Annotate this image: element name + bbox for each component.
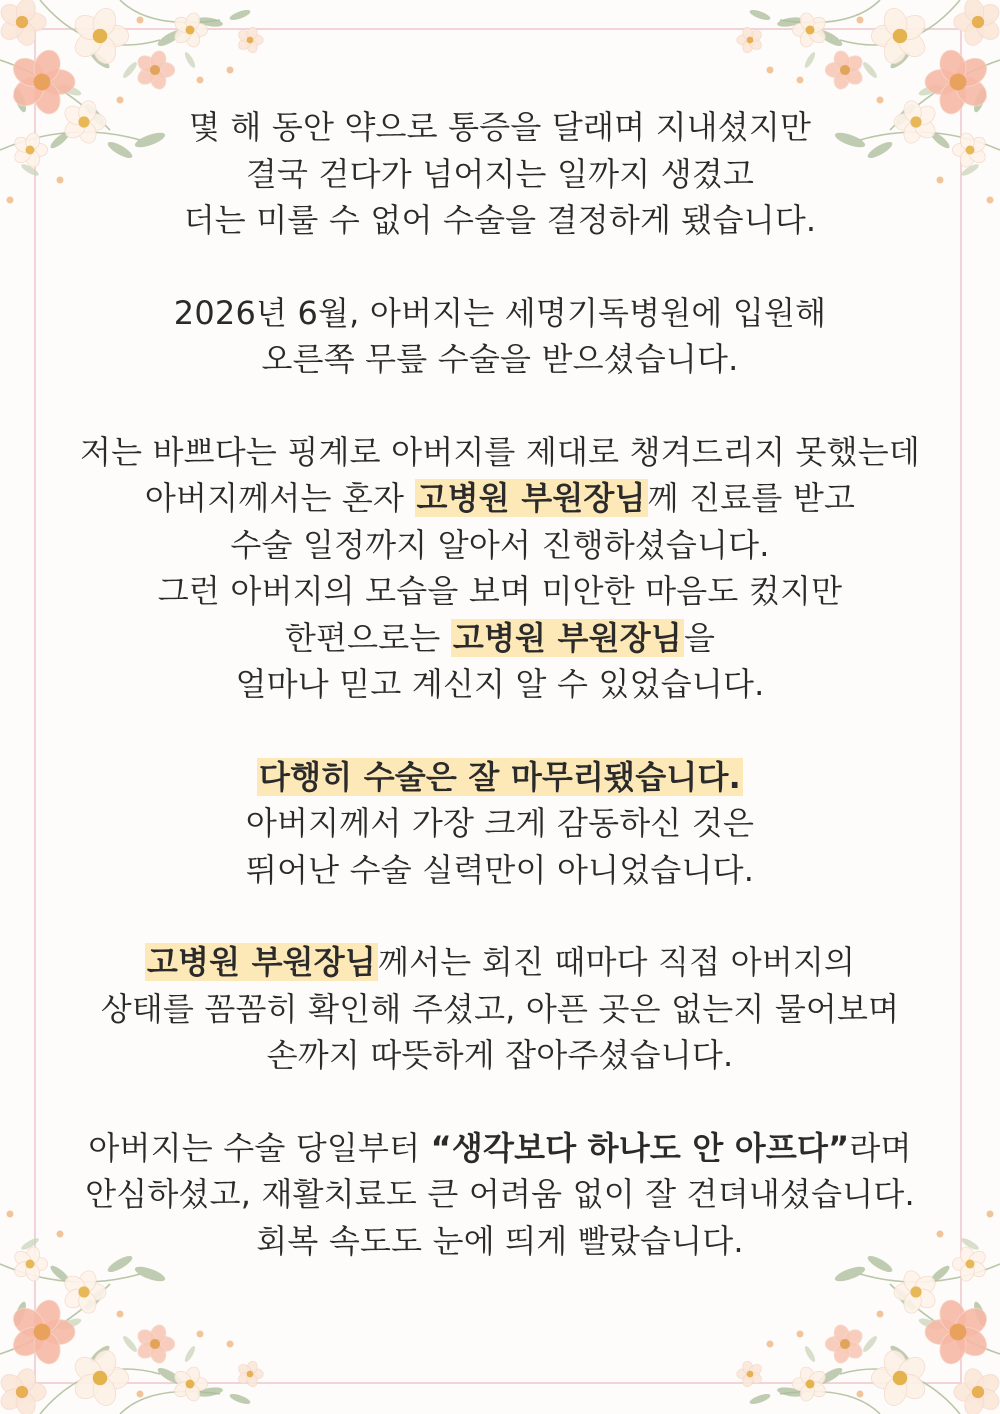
letter-line	[40, 475, 960, 522]
text-segment: 상태를 꼼꼼히 확인해 주셨고, 아픈 곳은 없는지 물어보며	[100, 989, 900, 1028]
text-segment: 께서는 회진 때마다 직접 아버지의	[378, 943, 856, 981]
highlighted-text: 고병원 부원장님	[452, 618, 682, 657]
text-segment: 아버지는 수술 당일부터	[88, 1128, 431, 1167]
letter-line	[40, 197, 960, 244]
letter-paragraph	[40, 754, 960, 894]
text-segment: 뛰어난 수술 실력만이 아니었습니다.	[245, 850, 755, 889]
highlighted-text: 다행히 수술은 잘 마무리됐습니다.	[259, 757, 741, 796]
letter-line	[40, 615, 960, 662]
bold-quote: “생각보다 하나도 안 아프다”	[430, 1128, 850, 1167]
letter-paragraph	[40, 104, 960, 244]
letter-line	[40, 104, 960, 151]
text-segment: 2026년 6월, 아버지는 세명기독병원에 입원해	[173, 293, 827, 332]
letter-paragraph	[40, 290, 960, 383]
text-segment: 수술 일정까지 알아서 진행하셨습니다.	[230, 525, 770, 564]
text-segment: 손까지 따뜻하게 잡아주셨습니다.	[266, 1036, 734, 1074]
text-segment: 그런 아버지의 모습을 보며 미안한 마음도 컸지만	[157, 572, 843, 610]
text-segment: 께 진료를 받고	[647, 479, 856, 517]
letter-line	[40, 151, 960, 198]
text-segment: 을	[683, 618, 716, 657]
letter-line	[40, 1032, 960, 1079]
letter-line	[40, 1171, 960, 1218]
letter-line	[40, 1218, 960, 1265]
letter-line	[40, 754, 960, 801]
text-segment: 얼마나 믿고 계신지 알 수 있었습니다.	[235, 665, 765, 703]
highlighted-text: 고병원 부원장님	[146, 943, 377, 981]
text-segment: 결국 걷다가 넘어지는 일까지 생겼고	[245, 154, 755, 193]
letter-line	[40, 800, 960, 847]
letter-line	[40, 986, 960, 1033]
text-segment: 아버지께서 가장 크게 감동하신 것은	[245, 804, 755, 842]
text-segment: 안심하셨고, 재활치료도 큰 어려움 없이 잘 견뎌내셨습니다.	[85, 1175, 915, 1213]
text-segment: 아버지께서는 혼자	[144, 479, 415, 517]
letter-line	[40, 336, 960, 383]
letter-line	[40, 568, 960, 615]
text-segment: 한편으로는	[284, 618, 451, 657]
text-segment: 라며	[849, 1128, 912, 1167]
highlighted-text: 고병원 부원장님	[416, 479, 646, 517]
text-segment: 몇 해 동안 약으로 통증을 달래며 지내셨지만	[188, 108, 812, 146]
letter-line	[40, 290, 960, 337]
letter-line	[40, 429, 960, 476]
text-segment: 회복 속도도 눈에 띄게 빨랐습니다.	[256, 1221, 744, 1260]
letter-paragraph	[40, 1125, 960, 1265]
letter-body	[40, 104, 960, 1310]
letter-line	[40, 1125, 960, 1172]
letter-line	[40, 939, 960, 986]
text-segment: 오른쪽 무릎 수술을 받으셨습니다.	[261, 340, 739, 378]
text-segment: 더는 미룰 수 없어 수술을 결정하게 됐습니다.	[183, 201, 817, 239]
letter-line	[40, 661, 960, 708]
text-segment: 저는 바쁘다는 핑계로 아버지를 제대로 챙겨드리지 못했는데	[79, 432, 921, 471]
letter-line	[40, 522, 960, 569]
letter-paragraph	[40, 939, 960, 1079]
letter-line	[40, 847, 960, 894]
letter-paragraph	[40, 429, 960, 708]
